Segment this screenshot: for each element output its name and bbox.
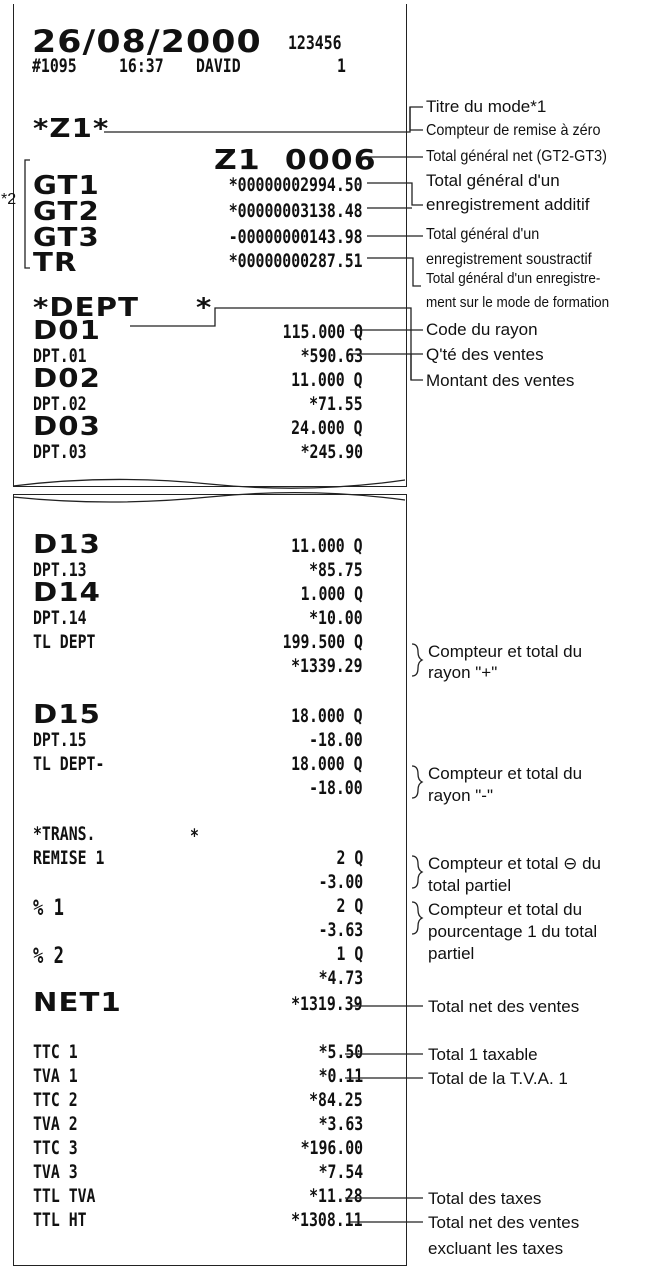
- ttl-ht-label: TTL HT: [33, 1209, 87, 1231]
- d03-code: D03: [33, 412, 102, 442]
- tr-label: TR: [33, 248, 78, 278]
- ttc3-value: *196.00: [300, 1137, 363, 1159]
- tva2-value: *3.63: [318, 1113, 363, 1135]
- annot-net-hors-2: excluant les taxes: [428, 1239, 564, 1258]
- annot-pct-3: partiel: [428, 944, 475, 963]
- d14-code: D14: [33, 578, 102, 608]
- d14-name: DPT.14: [33, 607, 87, 629]
- dept-header-star: *: [196, 293, 213, 323]
- trans-star: *: [190, 825, 199, 847]
- gt-bracket-note: *2: [1, 191, 17, 208]
- tva1-value: *0.11: [318, 1065, 363, 1087]
- pct2-qty: 1 Q: [336, 943, 363, 965]
- remise-amount: -3.00: [318, 871, 363, 893]
- pct1-qty: 2 Q: [336, 895, 363, 917]
- tr-value: *00000000287.51: [229, 250, 363, 272]
- annot-gt-form-1: Total général d'un enregistre-: [426, 270, 601, 287]
- annot-gt-soustr-2: enregistrement soustractif: [426, 251, 592, 268]
- ttc3-label: TTC 3: [33, 1137, 78, 1159]
- ttc1-value: *5.50: [318, 1041, 363, 1063]
- remise-qty: 2 Q: [336, 847, 363, 869]
- tl-dept-amount: *1339.29: [291, 655, 363, 677]
- mode-title: *Z1*: [33, 114, 110, 144]
- gt3-value: -00000000143.98: [229, 226, 363, 248]
- annot-code-rayon: Code du rayon: [426, 320, 538, 339]
- annot-tva1: Total de la T.V.A. 1: [428, 1069, 568, 1088]
- gt1-value: *00000002994.50: [229, 174, 363, 196]
- annot-qte-ventes: Q'té des ventes: [426, 345, 544, 364]
- tl-dept-minus-label: TL DEPT-: [33, 753, 105, 775]
- dept-header: *DEPT: [33, 293, 140, 323]
- d02-code: D02: [33, 364, 102, 394]
- ttc1-label: TTC 1: [33, 1041, 78, 1063]
- gt3-label: GT3: [33, 223, 100, 253]
- annot-titre-mode: Titre du mode*1: [426, 97, 547, 116]
- remise-label: REMISE 1: [33, 847, 105, 869]
- annot-montant-ventes: Montant des ventes: [426, 371, 575, 390]
- annot-gt-form-2: ment sur le mode de formation: [426, 294, 610, 311]
- annot-gt-additif-2: enregistrement additif: [426, 195, 590, 214]
- annot-rayon-moins-2: rayon "-": [428, 786, 493, 805]
- annot-taxable: Total 1 taxable: [428, 1045, 538, 1064]
- ttl-tva-label: TTL TVA: [33, 1185, 96, 1207]
- annot-tp-1: Compteur et total ⊖ du: [428, 854, 601, 873]
- d13-qty: 11.000 Q: [291, 535, 363, 557]
- trans-header: *TRANS.: [33, 823, 96, 845]
- annot-pct-1: Compteur et total du: [428, 900, 583, 919]
- annot-net-ventes: Total net des ventes: [428, 997, 580, 1016]
- tva1-label: TVA 1: [33, 1065, 78, 1087]
- d15-name: DPT.15: [33, 729, 87, 751]
- gt1-label: GT1: [33, 171, 100, 201]
- receipt-date: 26/08/2000: [32, 24, 262, 60]
- pct2-amount: *4.73: [318, 967, 363, 989]
- tva3-label: TVA 3: [33, 1161, 78, 1183]
- d03-amount: *245.90: [300, 441, 363, 463]
- ttl-tva-value: *11.28: [309, 1185, 363, 1207]
- d01-amount: *590.63: [300, 345, 363, 367]
- tl-dept-minus-qty: 18.000 Q: [291, 753, 363, 775]
- gt2-label: GT2: [33, 197, 100, 227]
- reset-counter: Z1 0006: [214, 143, 377, 176]
- d02-amount: *71.55: [309, 393, 363, 415]
- d01-qty: 115.000 Q: [282, 321, 363, 343]
- d03-name: DPT.03: [33, 441, 87, 463]
- d01-name: DPT.01: [33, 345, 87, 367]
- d15-amount: -18.00: [309, 729, 363, 751]
- annot-rayon-plus-2: rayon "+": [428, 663, 498, 682]
- d13-amount: *85.75: [309, 559, 363, 581]
- ttc2-value: *84.25: [309, 1089, 363, 1111]
- pct2-label: % 2: [33, 944, 65, 969]
- pct1-label: % 1: [33, 896, 65, 921]
- tva3-value: *7.54: [318, 1161, 363, 1183]
- pct1-amount: -3.63: [318, 919, 363, 941]
- clerk-name: DAVID: [196, 55, 241, 77]
- d01-code: D01: [33, 316, 102, 346]
- d02-name: DPT.02: [33, 393, 87, 415]
- d13-name: DPT.13: [33, 559, 87, 581]
- annot-compteur-raz: Compteur de remise à zéro: [426, 122, 601, 139]
- tl-dept-label: TL DEPT: [33, 631, 96, 653]
- annot-rayon-plus-1: Compteur et total du: [428, 642, 583, 661]
- receipt-time: 16:37: [119, 55, 164, 77]
- d03-qty: 24.000 Q: [291, 417, 363, 439]
- annot-taxes: Total des taxes: [428, 1189, 542, 1208]
- machine-number: 123456: [288, 32, 342, 54]
- tl-dept-qty: 199.500 Q: [282, 631, 363, 653]
- consecutive-number: #1095: [32, 55, 77, 77]
- net1-label: NET1: [33, 988, 122, 1018]
- d14-amount: *10.00: [309, 607, 363, 629]
- d13-code: D13: [33, 530, 102, 560]
- annot-net-hors-1: Total net des ventes: [428, 1213, 580, 1232]
- d15-qty: 18.000 Q: [291, 705, 363, 727]
- tl-dept-minus-amount: -18.00: [309, 777, 363, 799]
- ttl-ht-value: *1308.11: [291, 1209, 363, 1231]
- annot-rayon-moins-1: Compteur et total du: [428, 764, 583, 783]
- d02-qty: 11.000 Q: [291, 369, 363, 391]
- annot-gt-soustr-1: Total général d'un: [426, 226, 540, 243]
- gt2-value: *00000003138.48: [229, 200, 363, 222]
- annot-tp-2: total partiel: [428, 876, 512, 895]
- annot-total-net: Total général net (GT2-GT3): [426, 148, 607, 165]
- d15-code: D15: [33, 700, 102, 730]
- net1-amount: *1319.39: [291, 993, 363, 1015]
- annot-pct-2: pourcentage 1 du total: [428, 922, 598, 941]
- annot-gt-additif-1: Total général d'un: [426, 171, 560, 190]
- d14-qty: 1.000 Q: [300, 583, 363, 605]
- ttc2-label: TTC 2: [33, 1089, 78, 1111]
- clerk-code: 1: [337, 55, 346, 77]
- tva2-label: TVA 2: [33, 1113, 78, 1135]
